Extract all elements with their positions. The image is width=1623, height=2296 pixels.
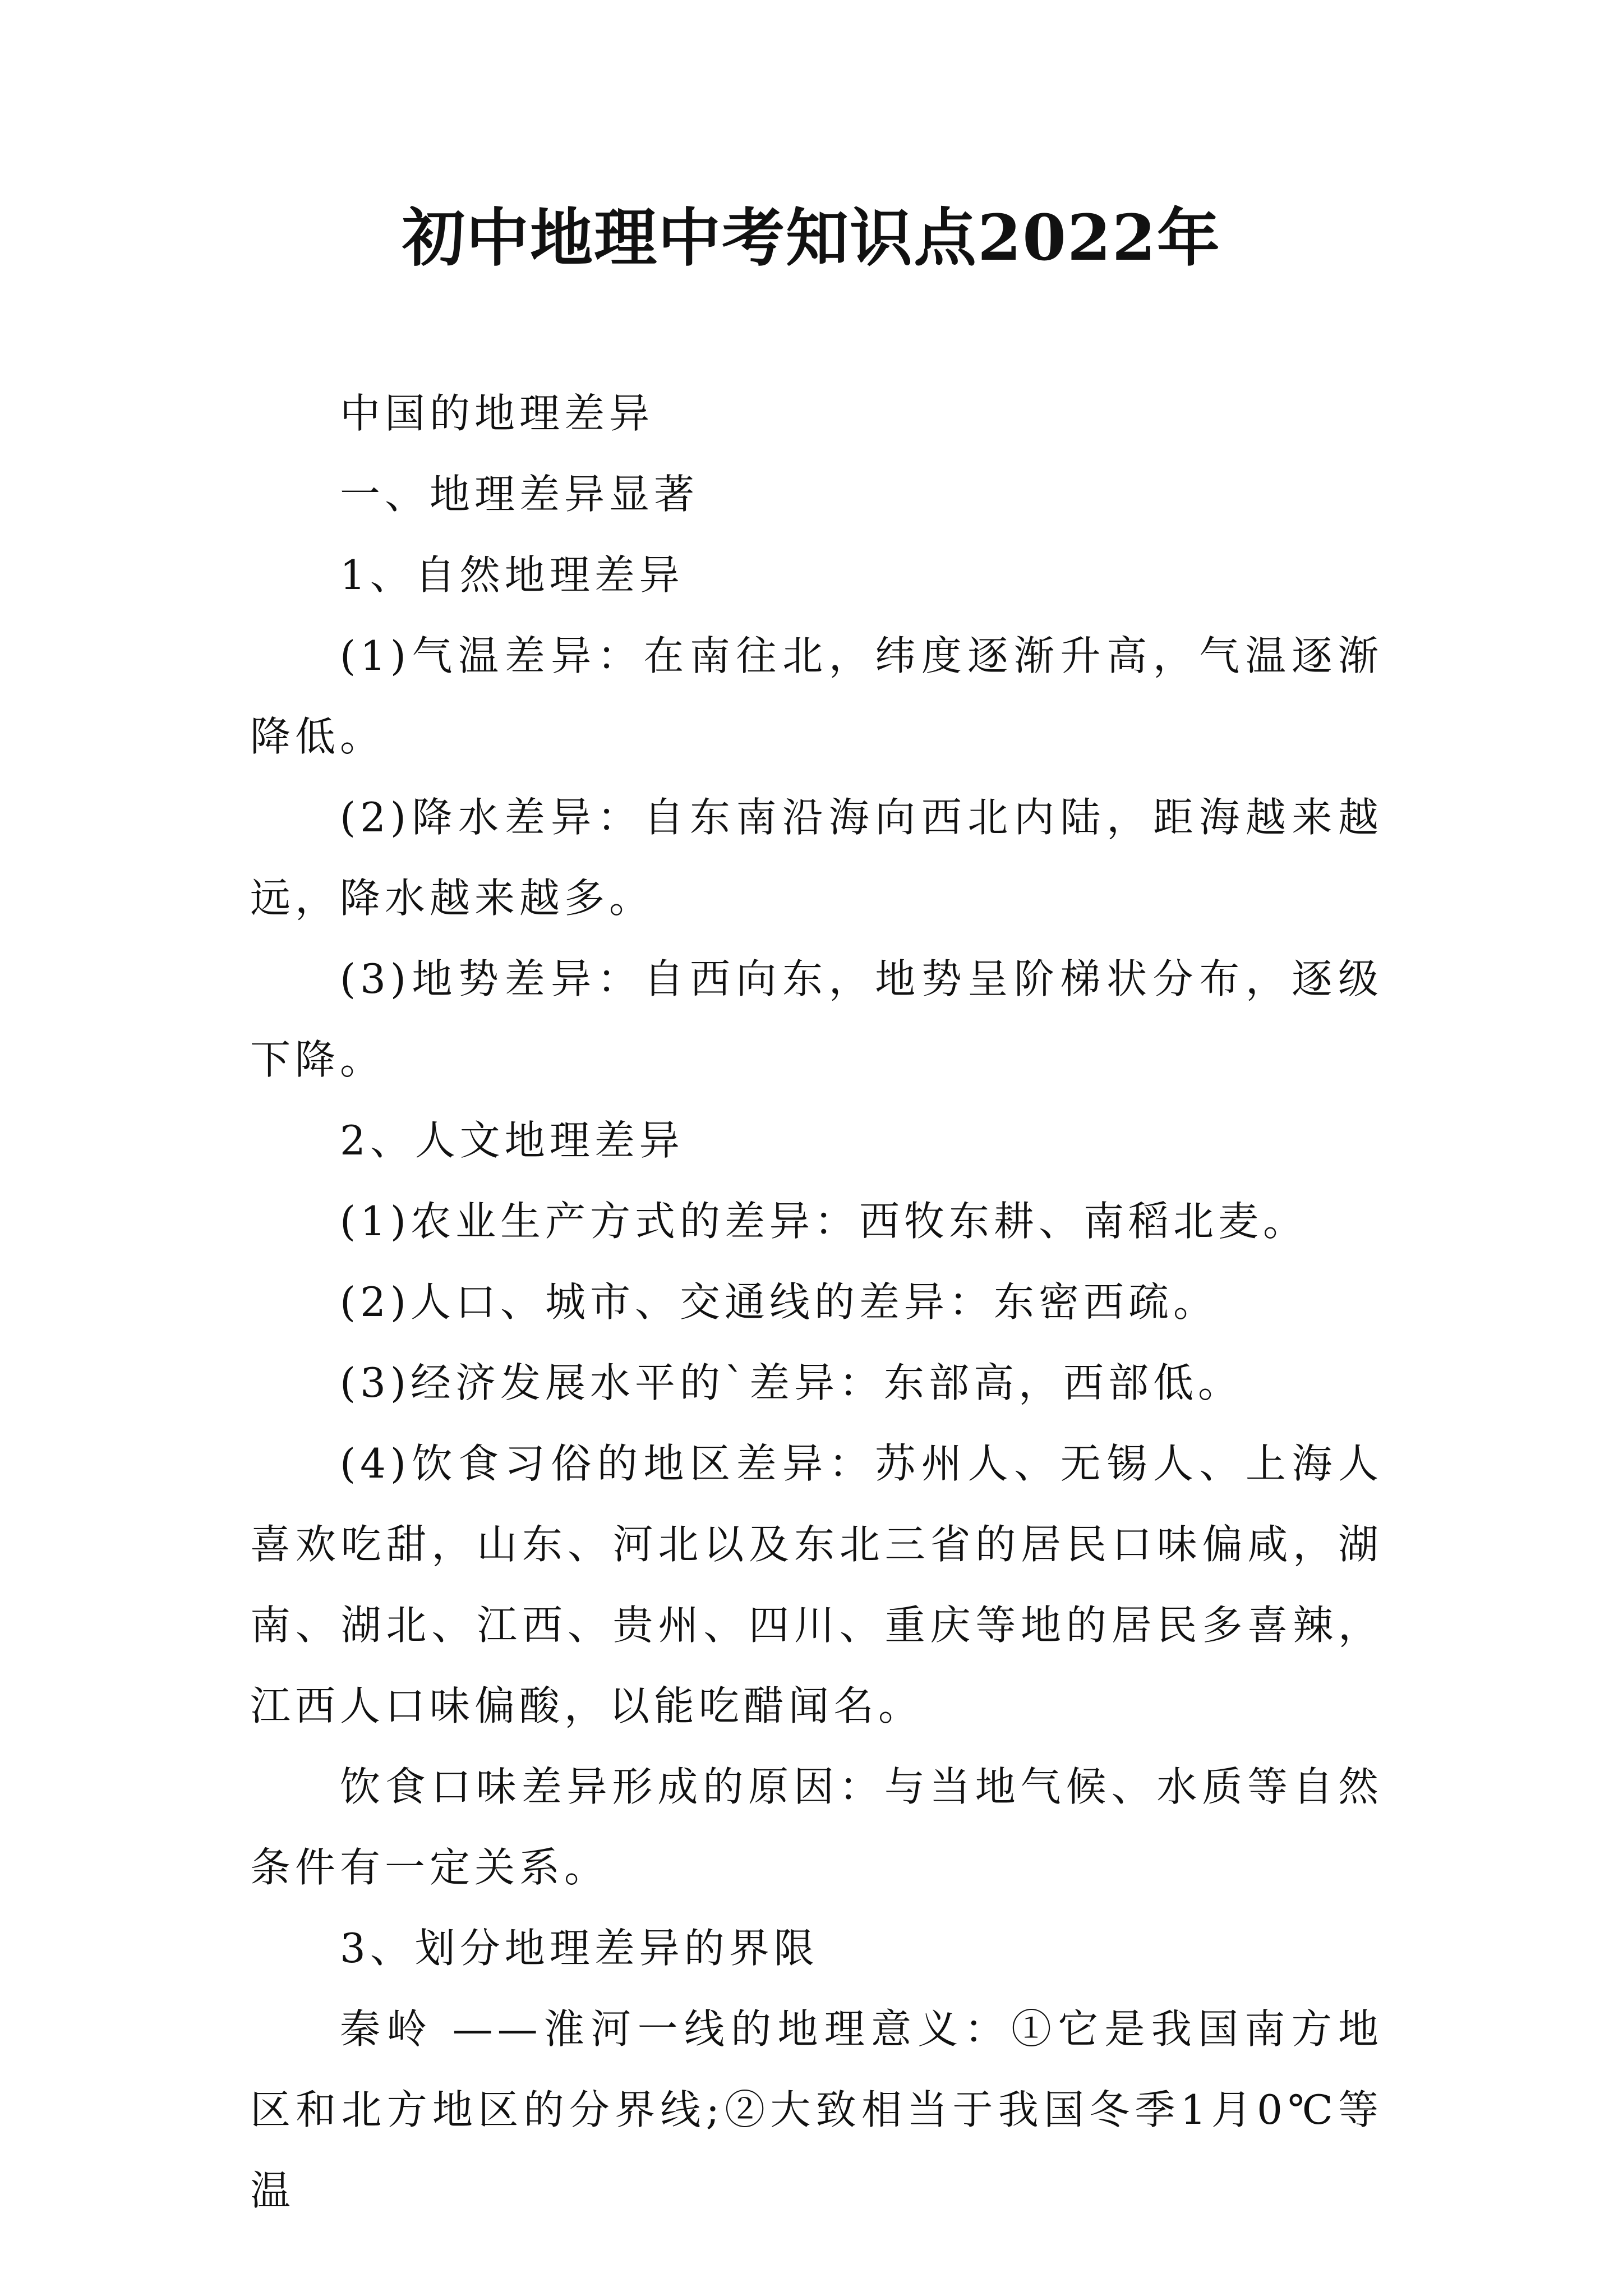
body-paragraph: (2)降水差异：自东南沿海向西北内陆，距海越来越远，降水越来越多。 [250,794,1383,922]
body-paragraph: (3)经济发展水平的`差异：东部高，西部低。 [340,1359,1243,1406]
body-paragraph: (1)气温差异：在南往北，纬度逐渐升高，气温逐渐降低。 [250,632,1383,760]
body-paragraph: 饮食口味差异形成的原因：与当地气候、水质等自然条件有一定关系。 [250,1763,1383,1891]
section-heading: 一、地理差异显著 [340,471,699,518]
body-paragraph: (1)农业生产方式的差异：西牧东耕、南稻北麦。 [340,1198,1308,1245]
subsection-heading: 1、自然地理差异 [340,551,684,599]
body-paragraph: (4)饮食习俗的地区差异：苏州人、无锡人、上海人喜欢吃甜，山东、河北以及东北三省的居民口味偏咸，湖南、湖北、江西、贵州、四川、重庆等地的居民多喜辣，江西人口味偏酸，以能吃醋闻名。 [250,1440,1383,1729]
body-paragraph: (3)地势差异：自西向东，地势呈阶梯状分布，逐级下降。 [250,955,1383,1083]
document-title: 初中地理中考知识点2022年 [402,201,1221,275]
section-heading: 中国的地理差异 [340,390,654,437]
document-body [250,373,1383,2231]
subsection-heading: 3、划分地理差异的界限 [340,1925,819,1972]
subsection-heading: 2、人文地理差异 [340,1117,684,1164]
body-paragraph: 秦岭 ——淮河一线的地理意义：①它是我国南方地区和北方地区的分界线;②大致相当于我国冬季1月0℃等温 [250,2005,1383,2214]
body-paragraph: (2)人口、城市、交通线的差异：东密西疏。 [340,1278,1218,1326]
